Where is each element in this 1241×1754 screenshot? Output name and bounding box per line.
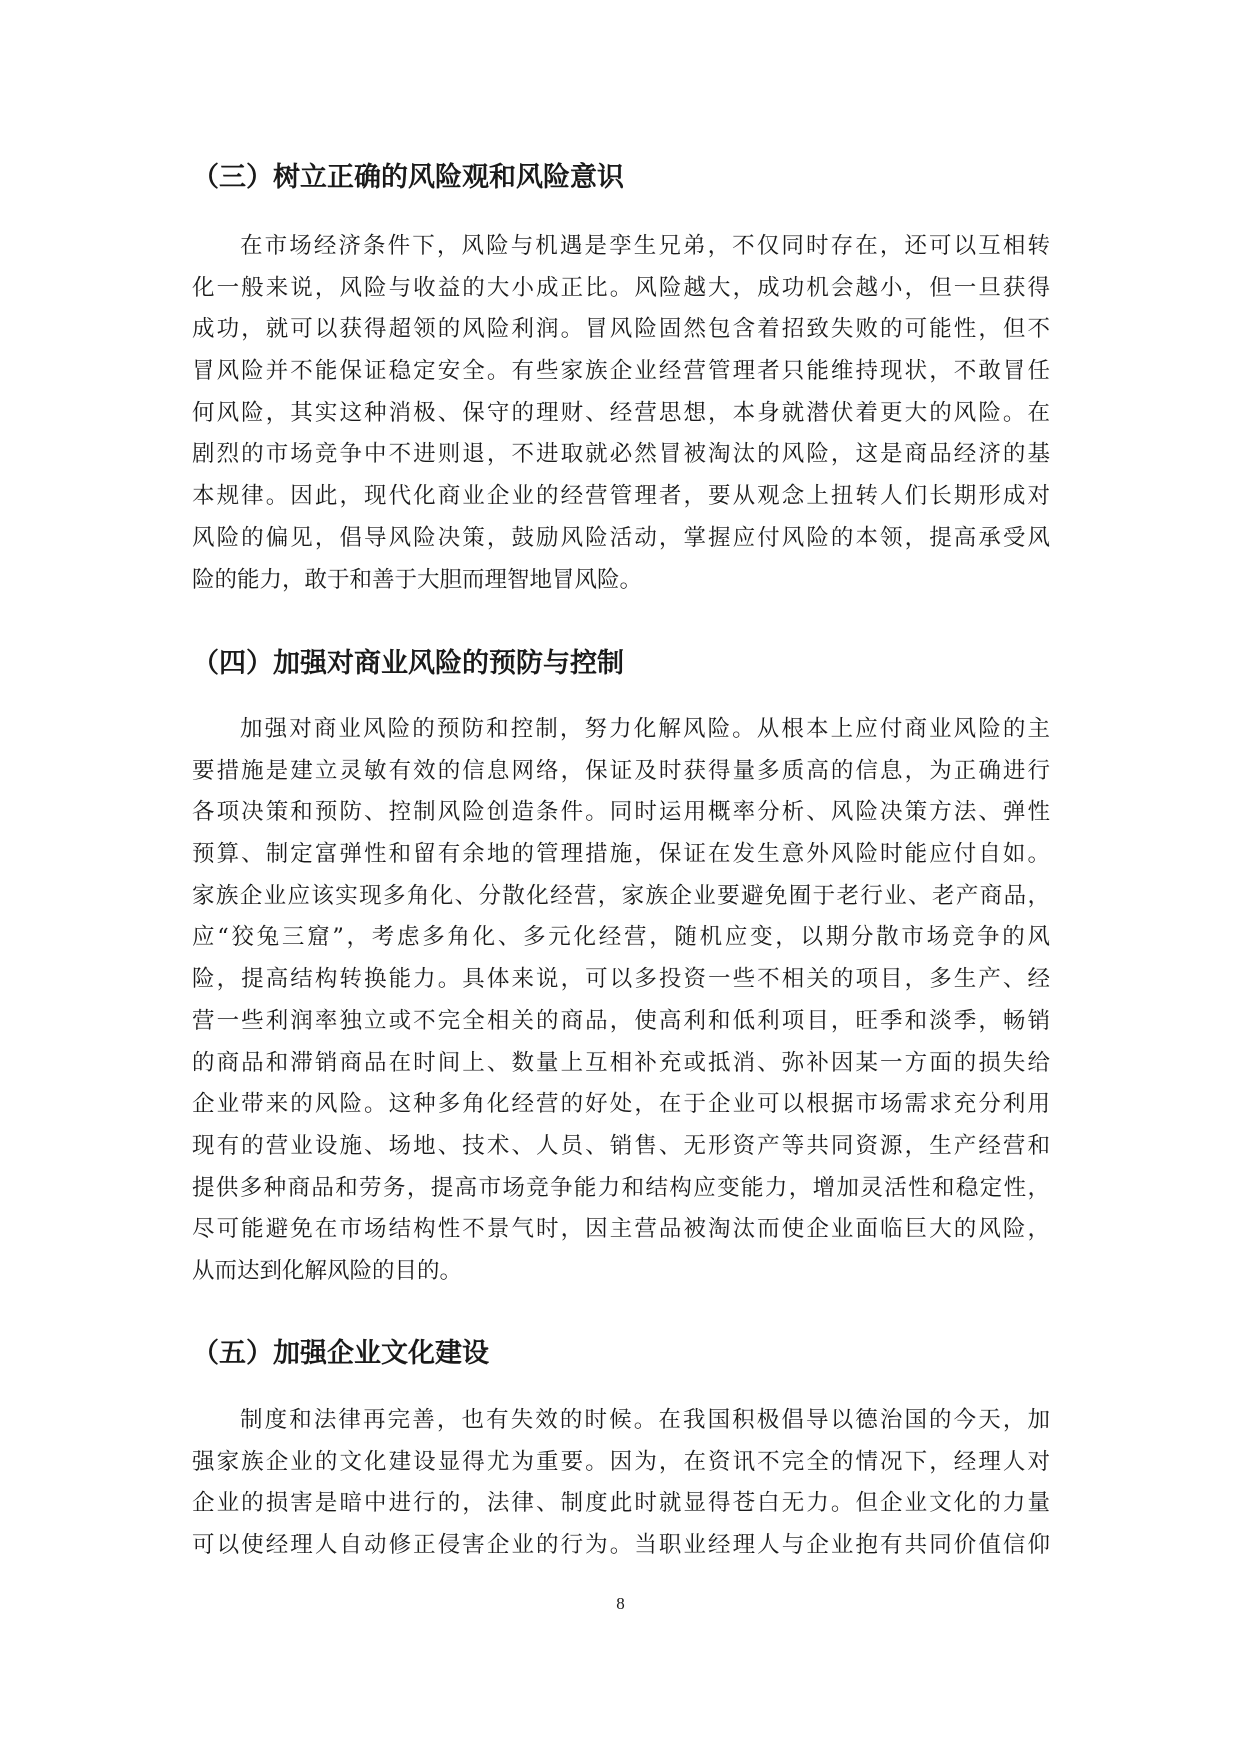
paragraph-line: 各项决策和预防、控制风险创造条件。同时运用概率分析、风险决策方法、弹性 bbox=[192, 799, 1050, 826]
paragraph-line: 化一般来说，风险与收益的大小成正比。风险越大，成功机会越小，但一旦获得 bbox=[192, 274, 1050, 301]
paragraph-line: 要措施是建立灵敏有效的信息网络，保证及时获得量多质高的信息，为正确进行 bbox=[192, 757, 1050, 784]
section-heading-5: （五）加强企业文化建设 bbox=[192, 1338, 489, 1369]
paragraph-line: 在市场经济条件下，风险与机遇是孪生兄弟，不仅同时存在，还可以互相转 bbox=[240, 233, 1050, 259]
paragraph-line: 的商品和滞销商品在时间上、数量上互相补充或抵消、弥补因某一方面的损失给 bbox=[192, 1049, 1050, 1076]
paragraph-line: 企业的损害是暗中进行的，法律、制度此时就显得苍白无力。但企业文化的力量 bbox=[192, 1490, 1050, 1517]
section-heading-3: （三）树立正确的风险观和风险意识 bbox=[192, 162, 624, 193]
page-number: 8 bbox=[616, 1594, 625, 1613]
paragraph-line: 险，提高结构转换能力。具体来说，可以多投资一些不相关的项目，多生产、经 bbox=[192, 966, 1050, 993]
paragraph-line: 冒风险并不能保证稳定安全。有些家族企业经营管理者只能维持现状，不敢冒任 bbox=[192, 358, 1050, 385]
paragraph-line: 企业带来的风险。这种多角化经营的好处，在于企业可以根据市场需求充分利用 bbox=[192, 1091, 1050, 1118]
paragraph-line: 加强对商业风险的预防和控制，努力化解风险。从根本上应付商业风险的主 bbox=[240, 716, 1050, 742]
paragraph-line: 家族企业应该实现多角化、分散化经营，家族企业要避免囿于老行业、老产商品， bbox=[192, 882, 1050, 909]
paragraph-line: 风险的偏见，倡导风险决策，鼓励风险活动，掌握应付风险的本领，提高承受风 bbox=[192, 524, 1050, 551]
paragraph-line: 营一些利润率独立或不完全相关的商品，使高利和低利项目，旺季和淡季，畅销 bbox=[192, 1007, 1050, 1034]
paragraph-line: 强家族企业的文化建设显得尤为重要。因为，在资讯不完全的情况下，经理人对 bbox=[192, 1448, 1050, 1475]
paragraph-line: 成功，就可以获得超领的风险利润。冒风险固然包含着招致失败的可能性，但不 bbox=[192, 316, 1050, 343]
paragraph-line: 尽可能避免在市场结构性不景气时，因主营品被淘汰而使企业面临巨大的风险， bbox=[192, 1216, 1050, 1243]
section-heading-4: （四）加强对商业风险的预防与控制 bbox=[192, 648, 624, 679]
paragraph-line: 可以使经理人自动修正侵害企业的行为。当职业经理人与企业抱有共同价值信仰 bbox=[192, 1532, 1050, 1559]
paragraph-line: 从而达到化解风险的目的。 bbox=[192, 1257, 463, 1284]
paragraph-line: 险的能力，敢于和善于大胆而理智地冒风险。 bbox=[192, 566, 643, 593]
paragraph-line: 剧烈的市场竞争中不进则退，不进取就必然冒被淘汰的风险，这是商品经济的基 bbox=[192, 441, 1050, 468]
paragraph-line: 制度和法律再完善，也有失效的时候。在我国积极倡导以德治国的今天，加 bbox=[240, 1407, 1050, 1433]
paragraph-line: 应“狡兔三窟”，考虑多角化、多元化经营，随机应变，以期分散市场竞争的风 bbox=[192, 924, 1050, 951]
paragraph-line: 何风险，其实这种消极、保守的理财、经营思想，本身就潜伏着更大的风险。在 bbox=[192, 399, 1050, 426]
section-paragraph-5 bbox=[192, 1400, 1050, 1567]
paragraph-line: 预算、制定富弹性和留有余地的管理措施，保证在发生意外风险时能应付自如。 bbox=[192, 841, 1050, 868]
section-paragraph-3 bbox=[192, 226, 1050, 601]
section-paragraph-4 bbox=[192, 709, 1050, 1293]
paragraph-line: 现有的营业设施、场地、技术、人员、销售、无形资产等共同资源，生产经营和 bbox=[192, 1132, 1050, 1159]
paragraph-line: 提供多种商品和劳务，提高市场竞争能力和结构应变能力，增加灵活性和稳定性， bbox=[192, 1174, 1050, 1201]
paragraph-line: 本规律。因此，现代化商业企业的经营管理者，要从观念上扭转人们长期形成对 bbox=[192, 483, 1050, 510]
